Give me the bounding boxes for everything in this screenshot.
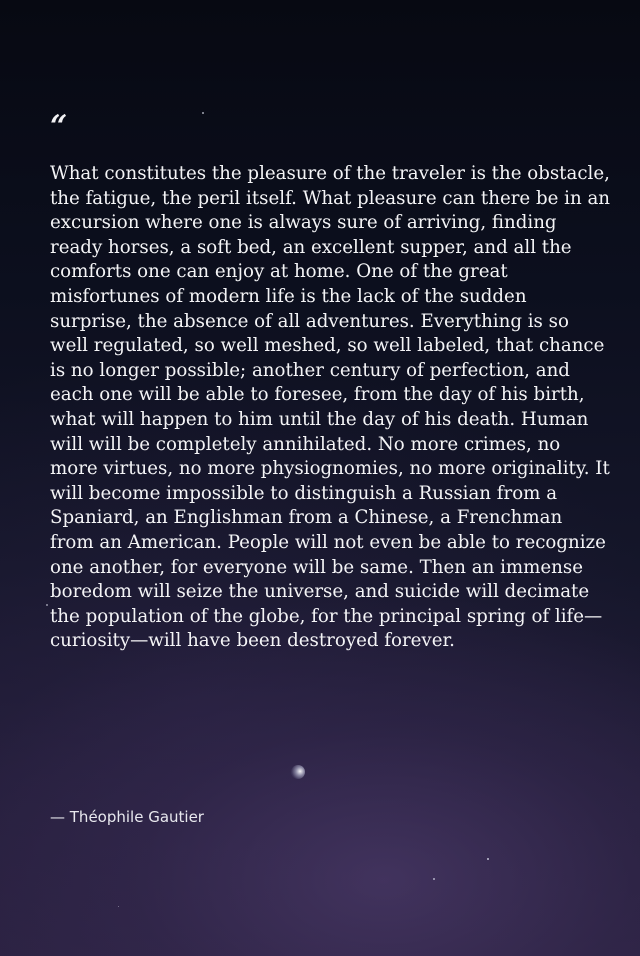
star — [433, 878, 435, 880]
quote-mark: “ — [50, 109, 68, 144]
moon — [291, 765, 305, 779]
star — [118, 906, 119, 907]
star — [46, 604, 48, 606]
quote-attribution: — Théophile Gautier — [50, 808, 204, 826]
star — [487, 858, 489, 860]
quote-text: What constitutes the pleasure of the traveler is the obstacle, the fatigue, the peril itself. What pleasure can there be in an excursion where one is always sure of arriving, finding ready horses, a soft bed, an excellent supper, and all the comforts one can enjoy at home. One of the great misfortunes of modern life is the lack of the sudden surprise, the absence of all adventures. Everything is so well regulated, so well meshed, so well labeled, that chance is no longer possible; another century of perfection, and each one will be able to foresee, from the day of his birth, what will happen to him until the day of his death. Human will will be completely annihilated. No more crimes, no more virtues, no more physiognomies, no more originality. It will become impossible to distinguish a Russian from a Spaniard, an Englishman from a Chinese, a Frenchman from an American. People will not even be able to recognize one another, for everyone will be same. Then an immense boredom will seize the universe, and suicide will decimate the population of the globe, for the principal spring of life—curiosity—will have been destroyed forever. — [50, 163, 611, 652]
quote-block — [50, 109, 611, 654]
